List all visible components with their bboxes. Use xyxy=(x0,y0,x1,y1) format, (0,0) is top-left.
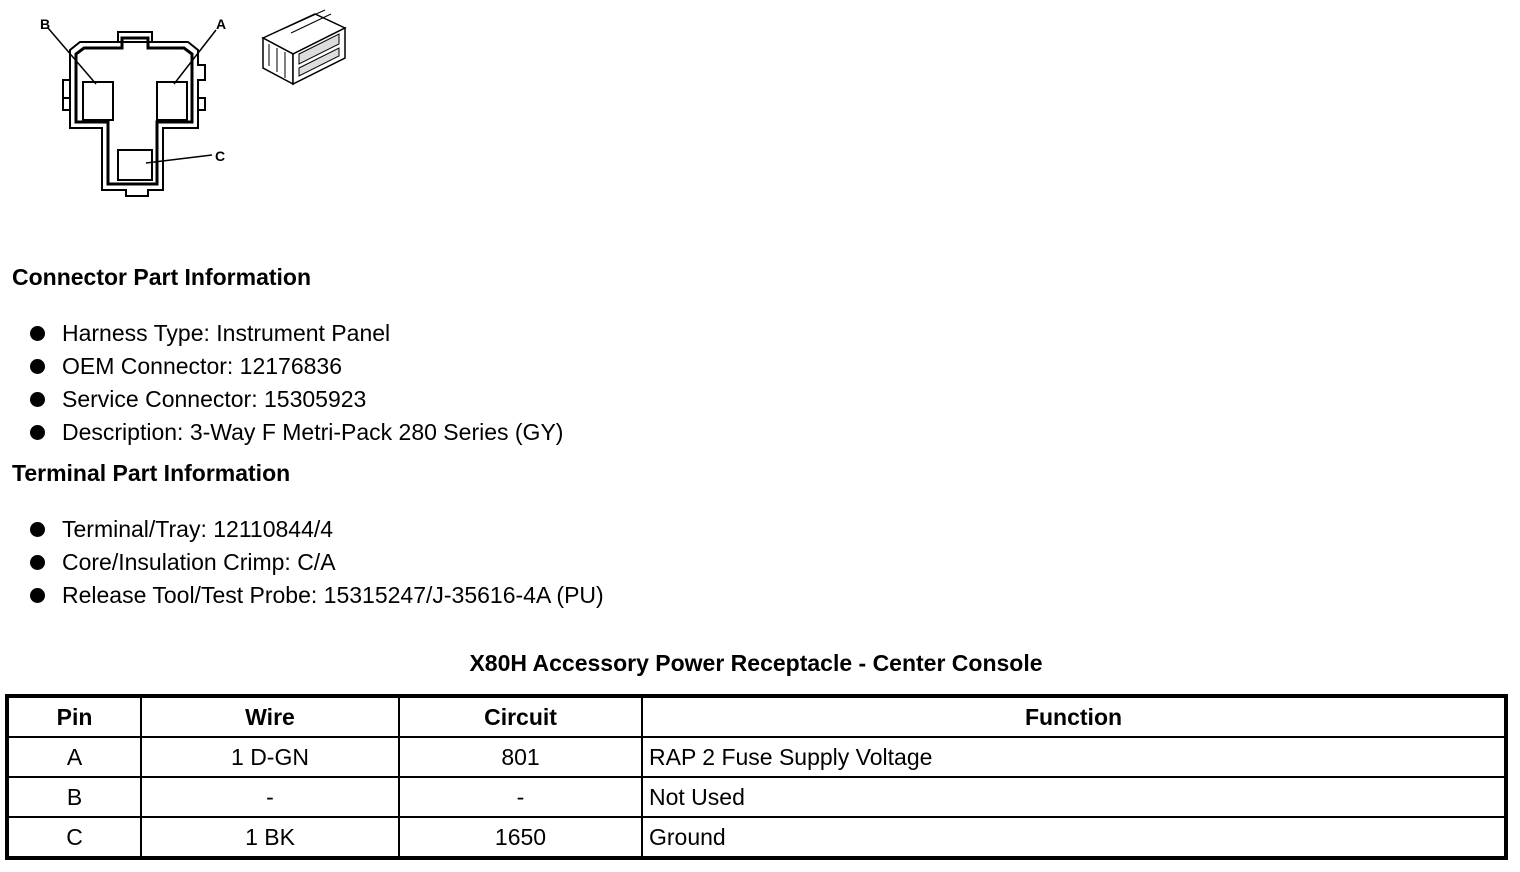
bullet-icon xyxy=(30,522,45,537)
connector-info-title: Connector Part Information xyxy=(12,264,312,290)
list-item: OEM Connector: 12176836 xyxy=(28,350,563,383)
cell-pin: A xyxy=(7,737,141,777)
table-title: X80H Accessory Power Receptacle - Center Console xyxy=(469,650,1043,676)
list-item: Harness Type: Instrument Panel xyxy=(28,317,563,350)
cell-circuit: 1650 xyxy=(399,817,642,858)
header-pin: Pin xyxy=(7,696,141,737)
list-item: Terminal/Tray: 12110844/4 xyxy=(28,513,604,546)
bullet-icon xyxy=(30,392,45,407)
terminal-info-list xyxy=(28,513,604,612)
list-item: Release Tool/Test Probe: 15315247/J-35616-4A (PU) xyxy=(28,579,604,612)
bullet-icon xyxy=(30,588,45,603)
pin-label-c: C xyxy=(215,148,226,164)
cavity-a xyxy=(157,82,187,120)
cell-circuit: 801 xyxy=(399,737,642,777)
table-row xyxy=(7,737,1506,777)
header-wire: Wire xyxy=(141,696,399,737)
list-item: Core/Insulation Crimp: C/A xyxy=(28,546,604,579)
cell-wire: 1 D-GN xyxy=(141,737,399,777)
cell-function: Not Used xyxy=(642,777,1506,817)
header-function: Function xyxy=(642,696,1506,737)
table-row xyxy=(7,777,1506,817)
pin-label-b: B xyxy=(40,16,51,32)
bullet-icon xyxy=(30,326,45,341)
bullet-icon xyxy=(30,359,45,374)
cell-circuit: - xyxy=(399,777,642,817)
cell-wire: - xyxy=(141,777,399,817)
cell-pin: C xyxy=(7,817,141,858)
list-item: Description: 3-Way F Metri-Pack 280 Series (GY) xyxy=(28,416,563,449)
bullet-icon xyxy=(30,425,45,440)
list-item: Service Connector: 15305923 xyxy=(28,383,563,416)
cell-wire: 1 BK xyxy=(141,817,399,858)
terminal-info-title: Terminal Part Information xyxy=(12,460,291,486)
header-circuit: Circuit xyxy=(399,696,642,737)
pin-table xyxy=(5,694,1508,860)
connector-face-diagram xyxy=(30,10,240,205)
connector-info-list xyxy=(28,317,563,449)
cavity-c xyxy=(118,150,152,180)
cell-function: RAP 2 Fuse Supply Voltage xyxy=(642,737,1506,777)
cell-function: Ground xyxy=(642,817,1506,858)
table-header-row xyxy=(7,696,1506,737)
table-row xyxy=(7,817,1506,858)
cavity-b xyxy=(83,82,113,120)
bullet-icon xyxy=(30,555,45,570)
cell-pin: B xyxy=(7,777,141,817)
pin-label-a: A xyxy=(216,16,227,32)
connector-isometric-icon xyxy=(255,8,350,88)
